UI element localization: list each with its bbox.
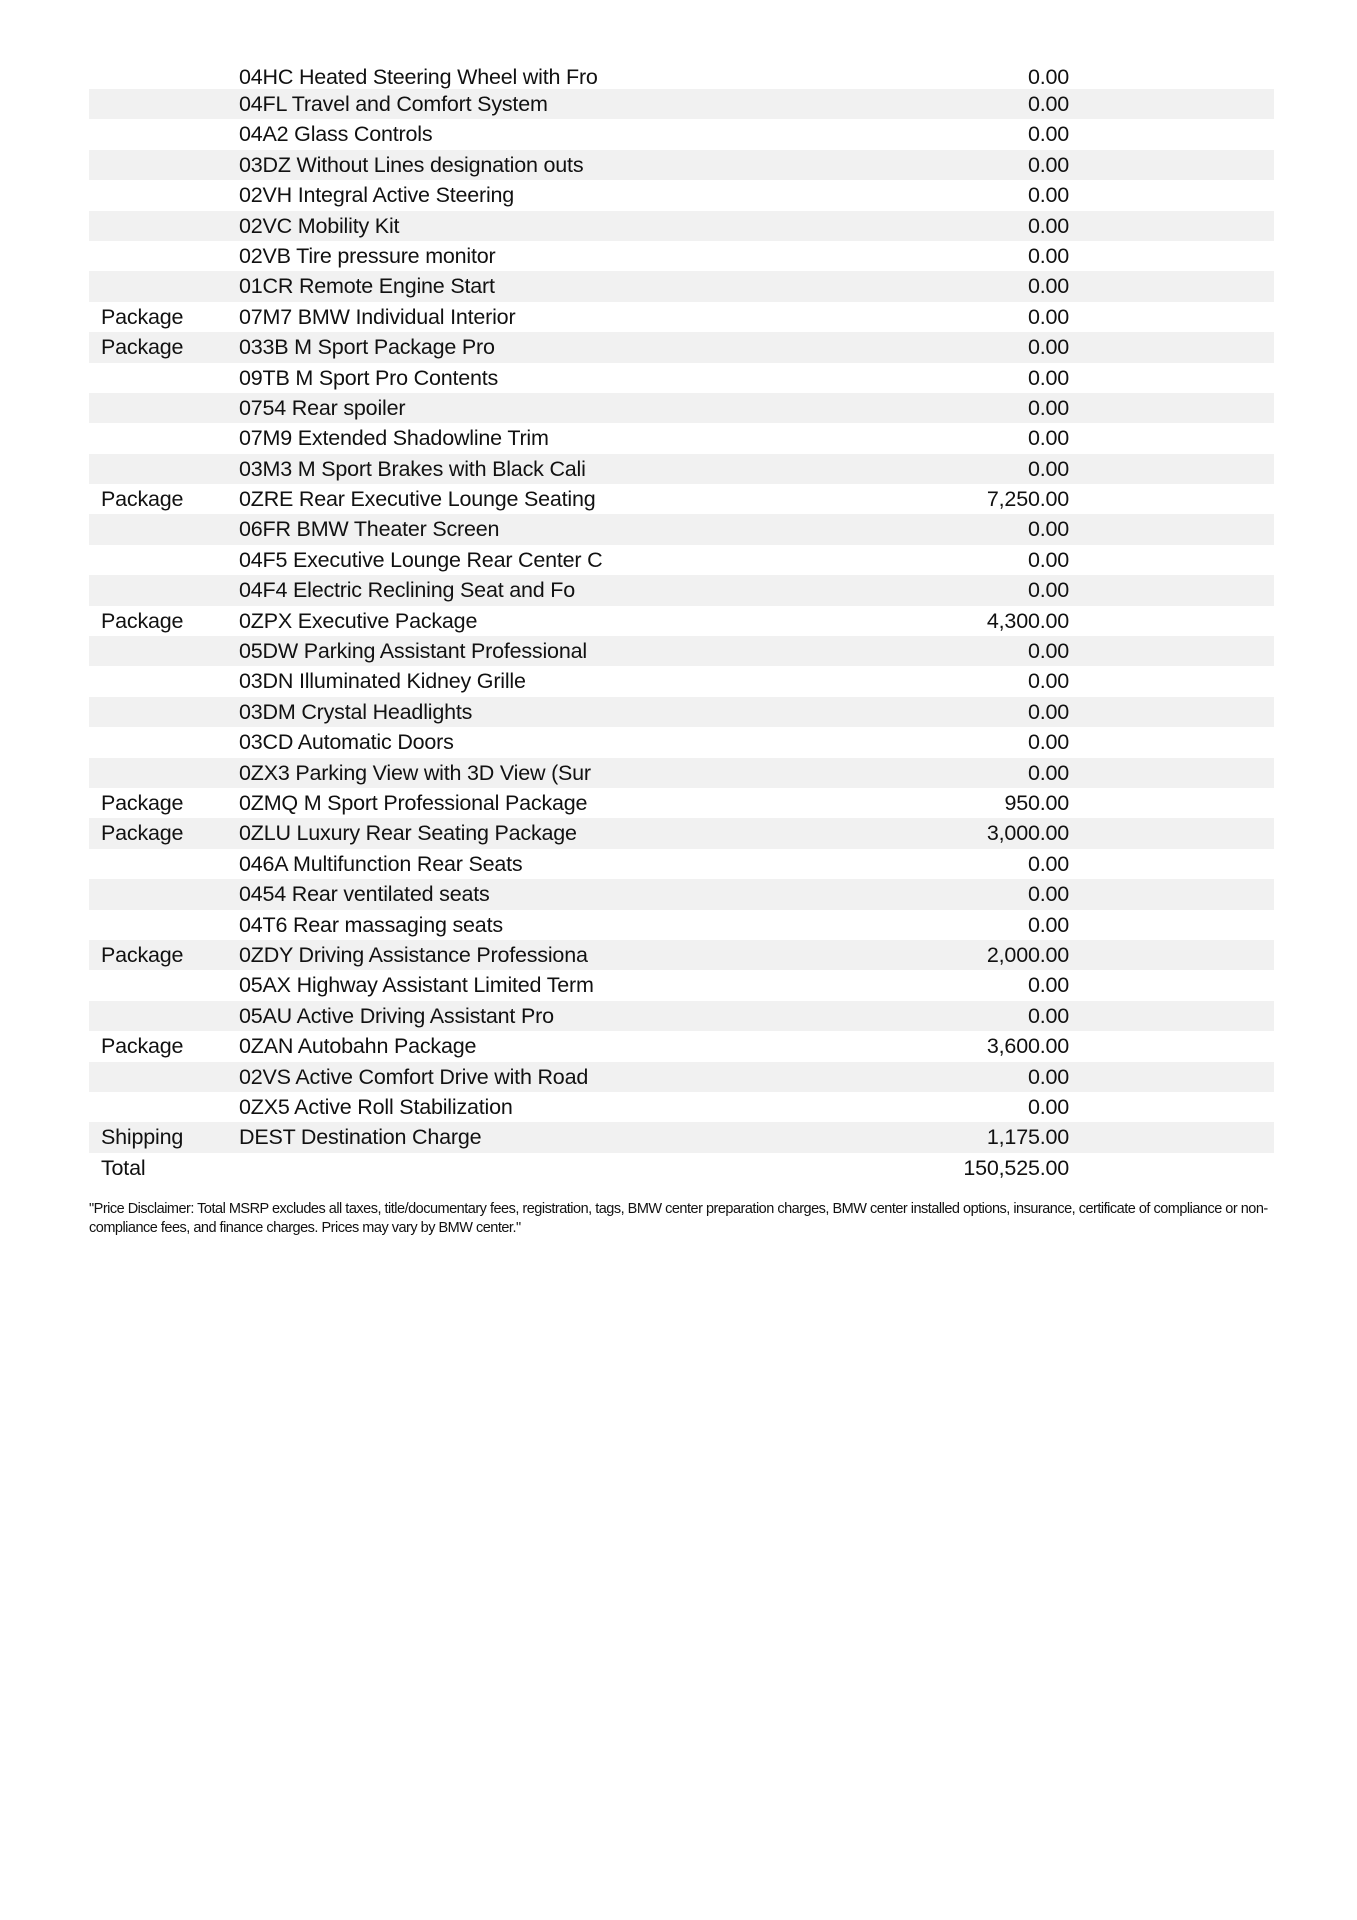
table-row: [89, 454, 1274, 484]
total-label: Total: [101, 1155, 146, 1180]
table-row: [89, 636, 1274, 666]
row-price: 0.00: [1027, 122, 1069, 147]
row-price: 0.00: [1027, 730, 1069, 755]
row-description: 02VH Integral Active Steering: [239, 183, 515, 208]
row-price: 7,250.00: [986, 487, 1069, 512]
table-row: [89, 606, 1274, 636]
row-description: 0ZPX Executive Package: [239, 608, 478, 633]
table-row: [89, 575, 1274, 605]
row-description: 046A Multifunction Rear Seats: [239, 851, 523, 876]
table-row: [89, 393, 1274, 423]
row-price: 3,600.00: [986, 1034, 1069, 1059]
row-price: 1,175.00: [986, 1125, 1069, 1150]
table-row: [89, 879, 1274, 909]
row-category: Package: [101, 335, 184, 360]
row-description: 033B M Sport Package Pro: [239, 335, 495, 360]
table-row: [89, 271, 1274, 301]
row-category: Package: [101, 1034, 184, 1059]
table-row: [89, 65, 1274, 89]
row-price: 0.00: [1027, 1094, 1069, 1119]
row-price: 2,000.00: [986, 942, 1069, 967]
row-description: 05AX Highway Assistant Limited Term: [239, 973, 594, 998]
row-price: 0.00: [1027, 760, 1069, 785]
row-price: 0.00: [1027, 395, 1069, 420]
row-description: 0ZLU Luxury Rear Seating Package: [239, 821, 577, 846]
row-price: 950.00: [1004, 790, 1069, 815]
row-description: 02VS Active Comfort Drive with Road: [239, 1064, 589, 1089]
row-description: DEST Destination Charge: [239, 1125, 482, 1150]
table-row: [89, 1092, 1274, 1122]
row-price: 0.00: [1027, 304, 1069, 329]
row-description: 0ZMQ M Sport Professional Package: [239, 790, 588, 815]
row-description: 05AU Active Driving Assistant Pro: [239, 1003, 554, 1028]
table-row: [89, 940, 1274, 970]
table-row: [89, 363, 1274, 393]
row-description: 02VB Tire pressure monitor: [239, 243, 496, 268]
row-price: 0.00: [1027, 183, 1069, 208]
row-price: 0.00: [1027, 213, 1069, 238]
price-disclaimer: "Price Disclaimer: Total MSRP excludes all taxes, title/documentary fees, registration, tags, BMW center preparation charges, BMW center installed options, insurance, certificate of compliance or non-compliance fees, and finance charges. Prices may vary by BMW center.": [89, 1201, 1268, 1236]
row-description: 05DW Parking Assistant Professional: [239, 639, 587, 664]
row-price: 0.00: [1027, 1003, 1069, 1028]
row-description: 03DN Illuminated Kidney Grille: [239, 669, 526, 694]
row-description: 03CD Automatic Doors: [239, 730, 454, 755]
table-row: [89, 89, 1274, 119]
table-row: [89, 788, 1274, 818]
table-row: [89, 423, 1274, 453]
row-description: 06FR BMW Theater Screen: [239, 517, 500, 542]
table-row: [89, 666, 1274, 696]
table-row: [89, 910, 1274, 940]
table-row: [89, 180, 1274, 210]
row-description: 0ZDY Driving Assistance Professiona: [239, 942, 588, 967]
row-description: 09TB M Sport Pro Contents: [239, 365, 499, 390]
row-price: 4,300.00: [986, 608, 1069, 633]
row-description: 04F4 Electric Reclining Seat and Fo: [239, 578, 575, 603]
table-row: [89, 211, 1274, 241]
row-price: 0.00: [1027, 92, 1069, 116]
table-row: [89, 514, 1274, 544]
row-price: 0.00: [1027, 456, 1069, 481]
row-category: Package: [101, 790, 184, 815]
table-row: [89, 1122, 1274, 1152]
price-sheet-table: [89, 65, 1274, 1183]
row-price: 0.00: [1027, 426, 1069, 451]
row-price: 0.00: [1027, 152, 1069, 177]
table-row: [89, 970, 1274, 1000]
table-row: [89, 1001, 1274, 1031]
row-description: 0ZRE Rear Executive Lounge Seating: [239, 487, 596, 512]
row-price: 0.00: [1027, 973, 1069, 998]
table-row: [89, 818, 1274, 848]
row-price: 0.00: [1027, 669, 1069, 694]
table-row: [89, 849, 1274, 879]
row-description: 04FL Travel and Comfort System: [239, 92, 548, 116]
table-row: [89, 545, 1274, 575]
row-price: 0.00: [1027, 639, 1069, 664]
table-row: [89, 1062, 1274, 1092]
row-category: Package: [101, 304, 184, 329]
row-description: 04T6 Rear massaging seats: [239, 912, 503, 937]
row-description: 0ZX5 Active Roll Stabilization: [239, 1094, 513, 1119]
row-price: 0.00: [1027, 517, 1069, 542]
row-price: 0.00: [1027, 851, 1069, 876]
row-price: 0.00: [1027, 243, 1069, 268]
row-description: 04A2 Glass Controls: [239, 122, 433, 147]
row-description: 03DM Crystal Headlights: [239, 699, 473, 724]
table-row: [89, 241, 1274, 271]
row-price: 0.00: [1027, 547, 1069, 572]
row-category: Package: [101, 821, 184, 846]
row-description: 07M7 BMW Individual Interior: [239, 304, 516, 329]
row-description: 0454 Rear ventilated seats: [239, 882, 490, 907]
row-category: Shipping: [101, 1125, 184, 1150]
row-price: 0.00: [1027, 882, 1069, 907]
row-category: Package: [101, 608, 184, 633]
table-row: [89, 758, 1274, 788]
row-price: 0.00: [1027, 699, 1069, 724]
row-price: 0.00: [1027, 365, 1069, 390]
row-description: 04HC Heated Steering Wheel with Fro: [239, 65, 598, 89]
row-price: 0.00: [1027, 912, 1069, 937]
row-price: 0.00: [1027, 578, 1069, 603]
table-row: [89, 119, 1274, 149]
table-row: [89, 302, 1274, 332]
row-description: 03M3 M Sport Brakes with Black Cali: [239, 456, 586, 481]
row-price: 0.00: [1027, 274, 1069, 299]
row-description: 03DZ Without Lines designation outs: [239, 152, 584, 177]
row-description: 0ZX3 Parking View with 3D View (Sur: [239, 760, 591, 785]
row-category: Package: [101, 487, 184, 512]
row-price: 0.00: [1027, 65, 1069, 89]
row-description: 02VC Mobility Kit: [239, 213, 400, 238]
table-row: [89, 1031, 1274, 1061]
total-row: [89, 1153, 1274, 1183]
table-row: [89, 697, 1274, 727]
table-row: [89, 332, 1274, 362]
row-description: 0754 Rear spoiler: [239, 395, 406, 420]
row-price: 0.00: [1027, 335, 1069, 360]
row-description: 07M9 Extended Shadowline Trim: [239, 426, 549, 451]
row-description: 0ZAN Autobahn Package: [239, 1034, 477, 1059]
row-category: Package: [101, 942, 184, 967]
row-price: 0.00: [1027, 1064, 1069, 1089]
row-description: 04F5 Executive Lounge Rear Center C: [239, 547, 603, 572]
table-row: [89, 150, 1274, 180]
total-price: 150,525.00: [963, 1155, 1069, 1180]
table-row: [89, 484, 1274, 514]
row-price: 3,000.00: [986, 821, 1069, 846]
row-description: 01CR Remote Engine Start: [239, 274, 495, 299]
table-row: [89, 727, 1274, 757]
